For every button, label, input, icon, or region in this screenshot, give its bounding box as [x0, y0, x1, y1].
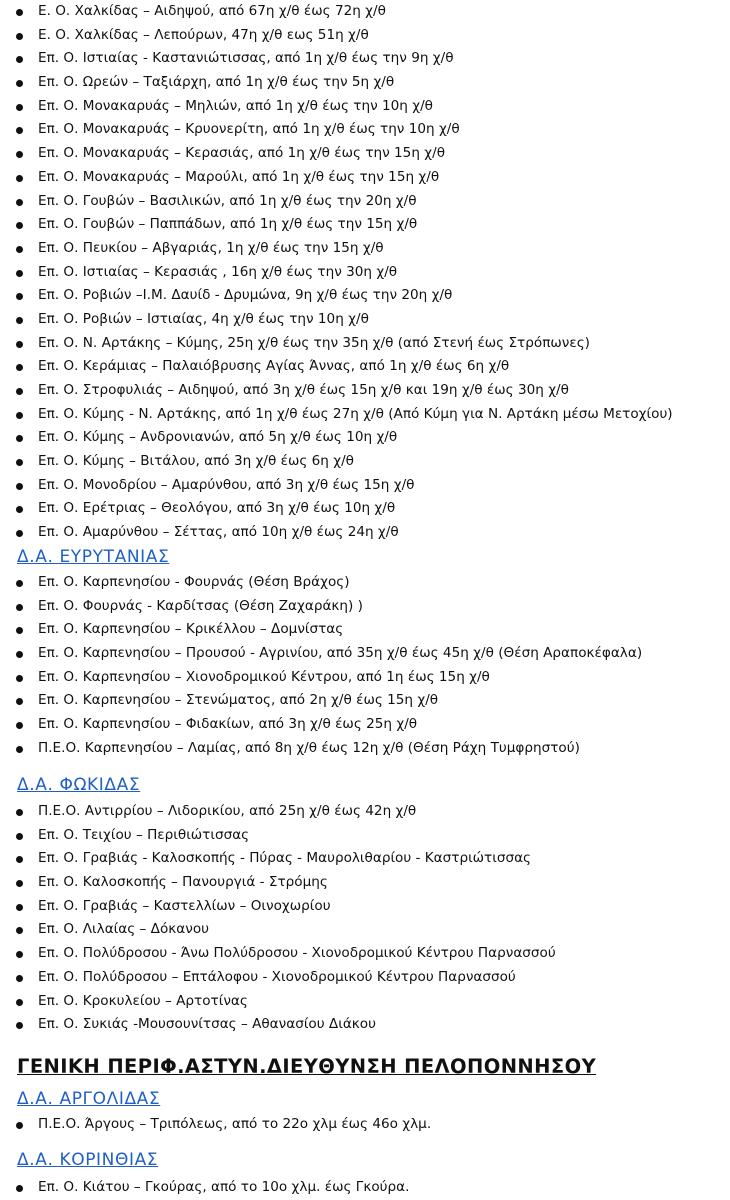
- bullet-icon: [16, 459, 23, 466]
- list-item: [0, 847, 730, 871]
- list-item: [0, 595, 730, 619]
- list-item-text: Επ. Ο. Ροβιών –Ι.Μ. Δαυίδ - Δρυμώνα, 9η χ/θ έως την 20η χ/θ: [38, 287, 453, 304]
- bullet-icon: [16, 1185, 23, 1192]
- bullet-icon: [16, 270, 23, 277]
- bullet-icon: [16, 33, 23, 40]
- bullet-icon: [16, 412, 23, 419]
- list-item: [0, 332, 730, 356]
- list-item: [0, 990, 730, 1014]
- list-item-text: Επ. Ο. Καρπενησίου – Χιονοδρομικού Κέντρου, από 1η έως 15η χ/θ: [38, 668, 490, 685]
- bullet-icon: [16, 951, 23, 958]
- list-item-text: Επ. Ο. Ιστιαίας - Κασταν​ιώτισσας, από 1η χ/θ έως την 9η χ/θ: [38, 50, 454, 67]
- bullet-icon: [16, 746, 23, 753]
- bullet-icon: [16, 104, 23, 111]
- list-item-text: Π.Ε.Ο. Καρπενησίου – Λαμίας, από 8η χ/θ έως 12η χ/θ (Θέση Ράχη Τυμφρηστού): [38, 739, 580, 756]
- list-item-text: Επ. Ο. Ροβιών – Ιστιαίας, 4η χ/θ έως την 10η χ/θ: [38, 310, 369, 327]
- bullet-icon: [16, 580, 23, 587]
- section-heading-argolida: Δ.Α. ΑΡΓΟΛΙΔΑΣ: [17, 1089, 161, 1109]
- bullet-icon: [16, 483, 23, 490]
- list-item-text: Επ. Ο. Μονακαρυάς – Κερασιάς, από 1η χ/θ έως την 15η χ/θ: [38, 145, 446, 162]
- list-item: [0, 895, 730, 919]
- bullet-icon: [16, 246, 23, 253]
- list-item-text: Επ. Ο. Καρπενησίου - Φουρνάς (Θέση Βράχος): [38, 574, 350, 590]
- list-item: [0, 474, 730, 498]
- list-item-text: Επ. Ο. Μονακαρυάς – Κρυονερίτη, από 1η χ/θ έως την 10η χ/θ: [38, 121, 460, 138]
- list-item-text: Επ. Ο. Κύμης – Ανδρονιανών, από 5η χ/θ έως 10η χ/θ: [38, 429, 398, 446]
- bullet-icon: [16, 9, 23, 16]
- bullet-icon: [16, 1122, 23, 1129]
- list-item: [0, 47, 730, 71]
- list-item-text: Επ. Ο. Ιστιαίας – Κερασιάς , 16η χ/θ έως την 30η χ/θ: [38, 263, 398, 280]
- list-item: [0, 666, 730, 690]
- list-item: [0, 355, 730, 379]
- road-list-korinthia: [0, 1176, 730, 1200]
- list-item-text: Επ. Ο. Μονακαρυάς – Μαρούλι, από 1η χ/θ έως την 15η χ/θ: [38, 168, 440, 185]
- list-item-text: Επ. Ο. Κιάτου – Γκούρας, από το 10ο χλμ. έως Γκούρα.: [38, 1179, 410, 1195]
- list-item: [0, 308, 730, 332]
- list-item-text: Επ. Ο. Καρπενησίου – Φιδακίων, από 3η χ/θ έως 25η χ/θ: [38, 716, 418, 733]
- bullet-icon: [16, 435, 23, 442]
- list-item: [0, 1113, 730, 1137]
- bullet-icon: [16, 999, 23, 1006]
- list-item: [0, 824, 730, 848]
- bullet-icon: [16, 856, 23, 863]
- list-item-text: Επ. Ο. Στροφυλιάς – Αιδηψού, από 3η χ/θ έως 15η χ/θ και 19η χ/θ έως 30η χ/θ: [38, 382, 569, 398]
- list-item: [0, 95, 730, 119]
- bullet-icon: [16, 293, 23, 300]
- bullet-icon: [16, 809, 23, 816]
- list-item: [0, 403, 730, 427]
- bullet-icon: [16, 698, 23, 705]
- section-heading-korinthia: Δ.Α. ΚΟΡΙΝΘΙΑΣ: [17, 1150, 159, 1170]
- bullet-icon: [16, 1022, 23, 1029]
- bullet-icon: [16, 530, 23, 537]
- list-item-text: Επ. Ο. Καρπενησίου – Προυσού - Αγρινίου, από 35η χ/θ έως 45η χ/θ (Θέση Αραποκέφαλα): [38, 645, 643, 662]
- list-item-text: Επ. Ο. Τειχίου – Περιθιώτισσας: [38, 826, 250, 843]
- list-item-text: Επ. Ο. Γουβών – Βασιλικών, από 1η χ/θ έως την 20η χ/θ: [38, 192, 417, 209]
- bullet-icon: [16, 175, 23, 182]
- list-item: [0, 918, 730, 942]
- bullet-icon: [16, 651, 23, 658]
- list-item: [0, 237, 730, 261]
- list-item: [0, 642, 730, 666]
- bullet-icon: [16, 975, 23, 982]
- road-list-argolida: [0, 1113, 730, 1137]
- section-heading-evrytania: Δ.Α. ΕΥΡΥΤΑΝΙΑΣ: [17, 547, 170, 567]
- bullet-icon: [16, 506, 23, 513]
- bullet-icon: [16, 388, 23, 395]
- list-item: [0, 1176, 730, 1200]
- list-item: [0, 261, 730, 285]
- directorate-heading: ΓΕΝΙΚΗ ΠΕΡΙΦ.ΑΣΤΥΝ.ΔΙΕΥΘΥΝΣΗ ΠΕΛΟΠΟΝΝΗΣΟΥ: [17, 1055, 597, 1078]
- list-item-text: Επ. Ο. Κροκυλείου – Αρτοτίνας: [38, 992, 248, 1009]
- list-item: [0, 737, 730, 761]
- list-item-text: Π.Ε.Ο. Αντιρρίου – Λιδορικίου, από 25η χ/θ έως 42η χ/θ: [38, 803, 417, 819]
- list-item: [0, 497, 730, 521]
- list-item: [0, 284, 730, 308]
- list-item: [0, 166, 730, 190]
- list-item-text: Π.Ε.Ο. Άργους – Τριπόλεως, από το 22ο χλμ έως 46ο χλμ.: [38, 1116, 432, 1132]
- list-item-text: Επ. Ο. Καρπενησίου – Κρικέλλου – Δομνίστας: [38, 621, 344, 638]
- list-item-text: Επ. Ο. Πολύδροσου - Άνω Πολύδροσου - Χιονοδρομικού Κέντρου Παρνασσού: [38, 945, 556, 962]
- list-item-text: Επ. Ο. Γουβών – Παππάδων, από 1η χ/θ έως την 15η χ/θ: [38, 216, 418, 233]
- list-item-text: Επ. Ο. Αμαρύνθου – Σέττας, από 10η χ/θ έως 24η χ/θ: [38, 524, 399, 541]
- list-item-text: Επ. Ο. Ωρεών – Ταξιάρχη, από 1η χ/θ έως την 5η χ/θ: [38, 74, 395, 91]
- bullet-icon: [16, 880, 23, 887]
- list-item-text: Επ. Ο. Καρπενησίου – Στενώματος, από 2η χ/θ έως 15η χ/θ: [38, 692, 439, 709]
- bullet-icon: [16, 127, 23, 134]
- list-item-text: Επ. Ο. Ν. Αρτάκης – Κύμης, 25η χ/θ έως την 35η χ/θ (από Στενή έως Στρόπωνες): [38, 334, 590, 351]
- bullet-icon: [16, 604, 23, 611]
- list-item-text: Επ. Ο. Κεράμιας – Παλαιόβρυσης Αγίας Άννας, από 1η χ/θ έως 6η χ/θ: [38, 358, 510, 375]
- bullet-icon: [16, 904, 23, 911]
- list-item: [0, 142, 730, 166]
- list-item: [0, 71, 730, 95]
- road-list-evia: [0, 0, 730, 545]
- bullet-icon: [16, 199, 23, 206]
- list-item-text: Επ. Ο. Συκιάς -Μουσουνίτσας – Αθανασίου Διάκου: [38, 1016, 376, 1033]
- road-list-fokida: [0, 800, 730, 1037]
- bullet-icon: [16, 722, 23, 729]
- list-item: [0, 118, 730, 142]
- bullet-icon: [16, 56, 23, 63]
- list-item-text: Επ. Ο. Γραβιάς – Καστελλίων – Οινοχωρίου: [38, 897, 331, 914]
- list-item: [0, 871, 730, 895]
- list-item: [0, 618, 730, 642]
- section-heading-fokida: Δ.Α. ΦΩΚΙΔΑΣ: [17, 775, 141, 795]
- bullet-icon: [16, 927, 23, 934]
- list-item: [0, 942, 730, 966]
- bullet-icon: [16, 675, 23, 682]
- list-item-text: Επ. Ο. Λιλαίας – Δόκανου: [38, 921, 210, 938]
- list-item: [0, 689, 730, 713]
- bullet-icon: [16, 341, 23, 348]
- list-item: [0, 571, 730, 595]
- list-item: [0, 800, 730, 824]
- bullet-icon: [16, 833, 23, 840]
- list-item-text: Επ. Ο. Καλοσκοπής – Πανουργιά - Στρόμης: [38, 874, 328, 891]
- list-item: [0, 213, 730, 237]
- road-list-evrytania: [0, 571, 730, 761]
- list-item: [0, 713, 730, 737]
- list-item: [0, 0, 730, 24]
- list-item: [0, 24, 730, 48]
- bullet-icon: [16, 627, 23, 634]
- list-item: [0, 426, 730, 450]
- list-item: [0, 966, 730, 990]
- list-item: [0, 379, 730, 403]
- list-item-text: Επ. Ο. Φουρνάς - Καρδίτσας (Θέση Ζαχαράκη) ): [38, 597, 363, 614]
- bullet-icon: [16, 317, 23, 324]
- list-item-text: Επ. Ο. Κύμης - Ν. Αρτάκης, από 1η χ/θ έως 27η χ/θ (Από Κύμη για Ν. Αρτάκη μέσω Μετοχίου): [38, 405, 673, 422]
- list-item-text: Επ. Ο. Μονακαρυάς – Μηλιών, από 1η χ/θ έως την 10η χ/θ: [38, 97, 433, 114]
- bullet-icon: [16, 151, 23, 158]
- list-item-text: Επ. Ο. Ερέτριας – Θεολόγου, από 3η χ/θ έως 10η χ/θ: [38, 500, 396, 517]
- list-item: [0, 450, 730, 474]
- list-item: [0, 521, 730, 545]
- list-item: [0, 190, 730, 214]
- list-item: [0, 1013, 730, 1037]
- list-item-text: Ε. Ο. Χαλκίδας – Αιδηψού, από 67η χ/θ έως 72η χ/θ: [38, 3, 386, 19]
- list-item-text: Επ. Ο. Μονοδρίου – Αμαρύνθου, από 3η χ/θ έως 15η χ/θ: [38, 476, 415, 493]
- list-item-text: Επ. Ο. Πολύδροσου – Επτάλοφου - Χιονοδρομικού Κέντρου Παρνασσού: [38, 968, 516, 985]
- bullet-icon: [16, 80, 23, 87]
- list-item-text: Επ. Ο. Κύμης – Βιτάλου, από 3η χ/θ έως 6η χ/θ: [38, 453, 354, 470]
- list-item-text: Επ. Ο. Γραβιάς - Καλοσκοπής - Πύρας - Μαυρολιθαρίου - Καστριώτισσας: [38, 850, 532, 867]
- bullet-icon: [16, 364, 23, 371]
- list-item-text: Ε. Ο. Χαλκίδας – Λεπούρων, 47η χ/θ εως 51η χ/θ: [38, 26, 369, 43]
- bullet-icon: [16, 222, 23, 229]
- list-item-text: Επ. Ο. Πευκίου – Αβγαριάς, 1η χ/θ έως την 15η χ/θ: [38, 239, 384, 256]
